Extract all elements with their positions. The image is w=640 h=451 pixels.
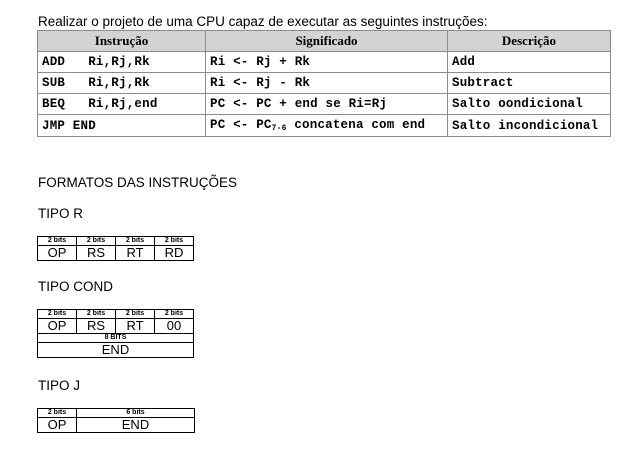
header-instrucao: Instrução	[38, 31, 206, 52]
table-header-row	[38, 31, 611, 52]
cell-description: Salto incondicional	[448, 115, 611, 137]
bits-label: 2 bits	[38, 237, 77, 246]
field-op: OP	[38, 246, 77, 261]
field-rt: RT	[116, 246, 155, 261]
cell-meaning: Ri <- Rj - Rk	[206, 73, 448, 94]
cell-description: Subtract	[448, 73, 611, 94]
intro-text: Realizar o projeto de uma CPU capaz de executar as seguintes instruções:	[38, 14, 488, 29]
bits-label: 8 BITS	[38, 334, 194, 343]
bits-label: 6 bits	[77, 409, 195, 418]
tipo-j-format	[37, 408, 195, 433]
meaning-subscript: 7-6	[271, 124, 287, 133]
field-rs: RS	[77, 319, 116, 334]
table-row	[38, 94, 611, 115]
field-op: OP	[38, 418, 77, 433]
cell-instruction: SUB Ri,Rj,Rk	[38, 73, 206, 94]
header-significado: Significado	[206, 31, 448, 52]
bits-label: 2 bits	[38, 409, 77, 418]
field-op: OP	[38, 319, 77, 334]
formats-title: FORMATOS DAS INSTRUÇÕES	[38, 175, 238, 190]
meaning-suffix: concatena com end	[286, 118, 426, 132]
bits-label: 2 bits	[116, 310, 155, 319]
field-end: END	[77, 418, 195, 433]
meaning-prefix: PC <- PC	[210, 118, 272, 132]
bits-label: 2 bits	[155, 310, 194, 319]
tipo-r-format	[37, 236, 194, 261]
cell-meaning: Ri <- Rj + Rk	[206, 52, 448, 73]
field-rt: RT	[116, 319, 155, 334]
bits-label: 2 bits	[38, 310, 77, 319]
tipo-j-label: TIPO J	[38, 378, 81, 393]
header-descricao: Descrição	[448, 31, 611, 52]
field-zero: 00	[155, 319, 194, 334]
cell-meaning	[206, 115, 448, 137]
cell-meaning: PC <- PC + end se Ri=Rj	[206, 94, 448, 115]
table-row	[38, 73, 611, 94]
cell-instruction: BEQ Ri,Rj,end	[38, 94, 206, 115]
cell-description: Salto oondicional	[448, 94, 611, 115]
bits-label: 2 bits	[116, 237, 155, 246]
tipo-cond-label: TIPO COND	[38, 279, 114, 294]
field-rd: RD	[155, 246, 194, 261]
cell-description: Add	[448, 52, 611, 73]
cell-instruction: JMP END	[38, 115, 206, 137]
tipo-cond-format	[37, 309, 194, 358]
cell-instruction: ADD Ri,Rj,Rk	[38, 52, 206, 73]
field-end: END	[38, 343, 194, 358]
table-row	[38, 115, 611, 137]
bits-label: 2 bits	[155, 237, 194, 246]
table-row	[38, 52, 611, 73]
instructions-table	[37, 30, 611, 137]
bits-label: 2 bits	[77, 237, 116, 246]
tipo-r-label: TIPO R	[38, 206, 84, 221]
field-rs: RS	[77, 246, 116, 261]
bits-label: 2 bits	[77, 310, 116, 319]
